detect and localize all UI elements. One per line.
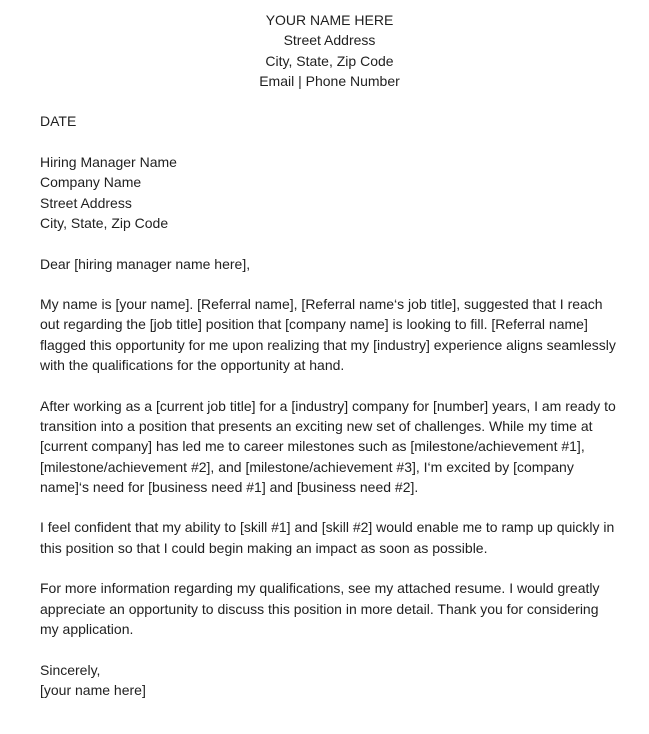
body-paragraph-skills: I feel confident that my ability to [skill #1] and [skill #2] would enable me to ramp up quickly in this position so that I could begin making an impact as soon as possible. xyxy=(40,519,615,556)
salutation: Dear [hiring manager name here], xyxy=(40,255,251,272)
sender-name: YOUR NAME HERE xyxy=(265,12,394,28)
recipient-manager-name: Hiring Manager Name xyxy=(40,154,177,171)
body-paragraph-experience: After working as a [current job title] for a [industry] company for [number] years, I am ready to transition into a position that presents an exciting new set of challenges. While my time at [current company] has led me to career milestones such as [milestone/achievement #1], [milestone/achievement #2], and [milestone/achievement #3], I‘m excited by [company name]‘s need for [business need #1] and [business need #2]. xyxy=(40,397,616,495)
body-paragraph-resume: For more information regarding my qualifications, see my attached resume. I would greatly appreciate an opportunity to discuss this position in more detail. Thank you for considering my application. xyxy=(40,580,600,637)
sender-city-state-zip: City, State, Zip Code xyxy=(265,52,394,69)
recipient-city-state-zip: City, State, Zip Code xyxy=(40,214,169,231)
signature-placeholder: [your name here] xyxy=(40,681,146,698)
recipient-block xyxy=(40,152,619,233)
letter-header xyxy=(40,10,619,91)
sender-contact: Email | Phone Number xyxy=(259,72,400,89)
closing-block xyxy=(40,660,619,701)
body-paragraph-referral: My name is [your name]. [Referral name], [Referral name‘s job title], suggested that I reach out regarding the [job title] position that [company name] is looking to fill. [Referral name] flagged this opportunity for me upon realizing that my [industry] experience aligns seamlessly with the qualifications for the opportunity at hand. xyxy=(40,296,616,374)
signoff: Sincerely, xyxy=(40,661,101,678)
sender-street-address: Street Address xyxy=(283,32,376,49)
recipient-company-name: Company Name xyxy=(40,174,142,191)
recipient-street-address: Street Address xyxy=(40,194,132,211)
date-placeholder: DATE xyxy=(40,113,77,130)
